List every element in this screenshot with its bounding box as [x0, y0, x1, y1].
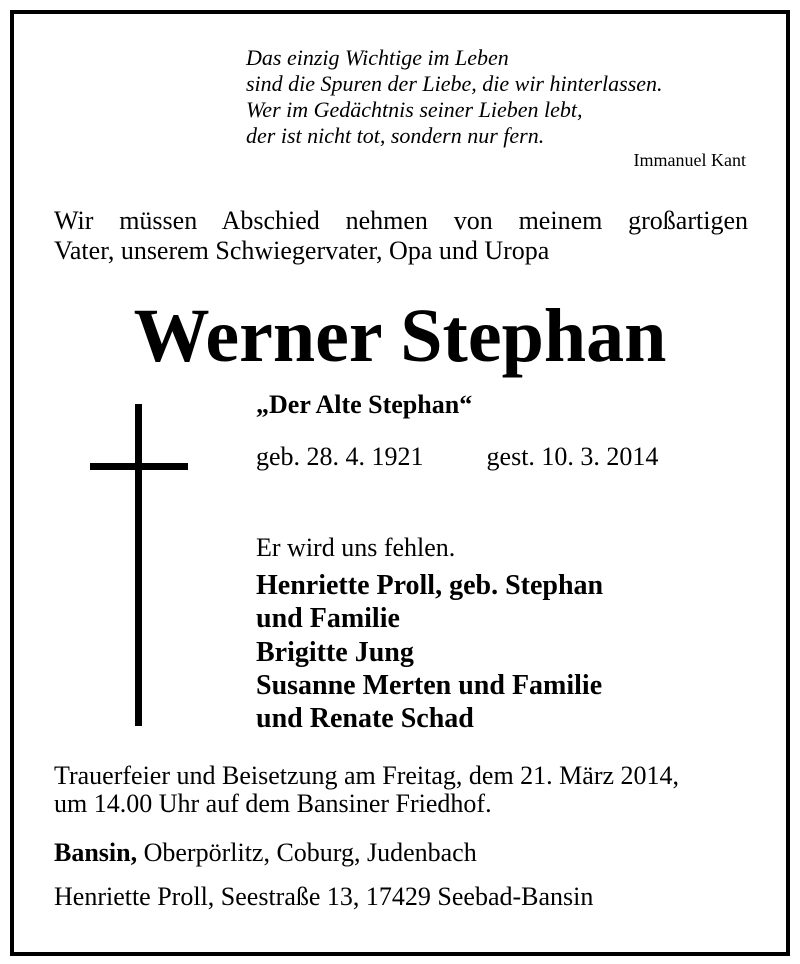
place-others: Oberpörlitz, Coburg, Judenbach — [137, 838, 477, 867]
intro-line: Vater, unserem Schwiegervater, Opa und Uropa — [54, 236, 550, 265]
funeral-line: Trauerfeier und Beisetzung am Freitag, dem 21. März 2014, — [54, 761, 680, 790]
contact-address: Henriette Proll, Seestraße 13, 17429 Seebad-Bansin — [54, 882, 594, 911]
cross-icon — [135, 404, 142, 726]
funeral-line: um 14.00 Uhr auf dem Bansiner Friedhof. — [54, 789, 492, 818]
death-date: gest. 10. 3. 2014 — [486, 442, 659, 471]
quote-line: sind die Spuren der Liebe, die wir hinterlassen. — [246, 71, 663, 96]
cross-icon-bar — [90, 463, 188, 470]
mourner-line: Susanne Merten und Familie — [256, 670, 603, 701]
mourner-line: Henriette Proll, geb. Stephan — [256, 570, 604, 601]
intro-line: Wir müssen Abschied nehmen von meinem großartigen — [54, 206, 748, 235]
intro-text — [54, 206, 748, 266]
birth-date: geb. 28. 4. 1921 — [256, 442, 424, 471]
deceased-nickname: „Der Alte Stephan“ — [256, 390, 473, 419]
quote-line: Das einzig Wichtige im Leben — [246, 45, 509, 70]
mourner-line: und Familie — [256, 603, 400, 634]
place-main: Bansin, — [54, 838, 138, 867]
places-line — [54, 838, 477, 868]
mourner-line: Brigitte Jung — [256, 637, 414, 668]
quote-line: der ist nicht tot, sondern nur fern. — [246, 123, 545, 148]
quote-line: Wer im Gedächtnis seiner Lieben lebt, — [246, 97, 583, 122]
mourners-intro: Er wird uns fehlen. — [256, 533, 456, 562]
mourner-line: und Renate Schad — [256, 703, 474, 734]
life-dates — [256, 442, 658, 472]
deceased-name: Werner Stephan — [133, 294, 667, 378]
quote-author: Immanuel Kant — [633, 150, 746, 170]
funeral-info — [54, 762, 679, 818]
